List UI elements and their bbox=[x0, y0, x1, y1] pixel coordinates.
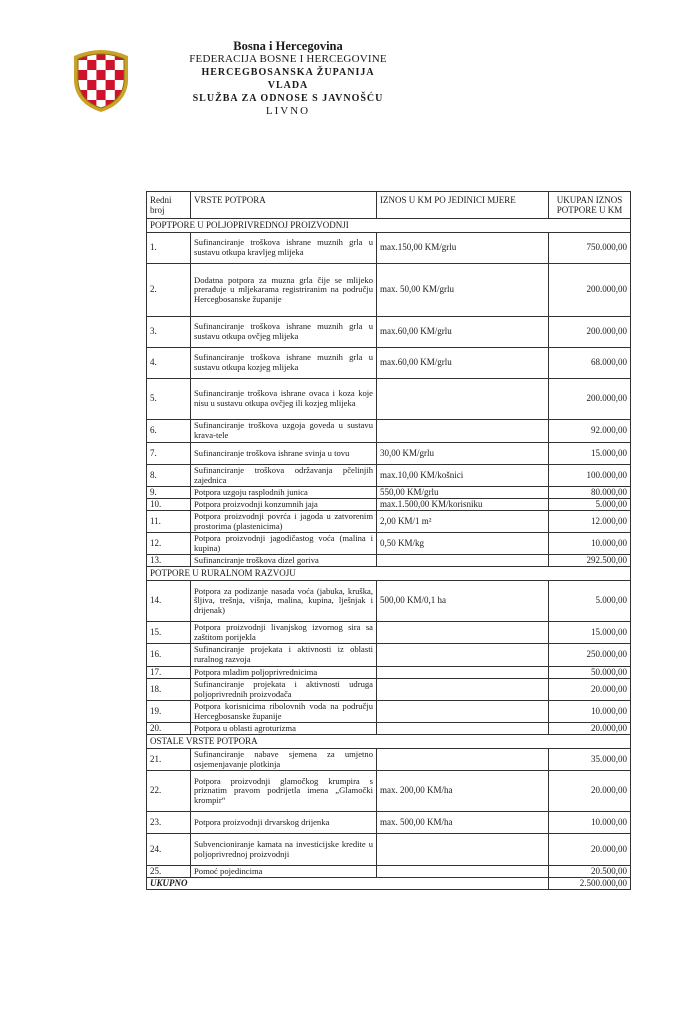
table-row bbox=[147, 622, 631, 644]
row-unit-amount: 30,00 KM/grlu bbox=[377, 443, 549, 465]
crest-checker-square bbox=[96, 90, 105, 100]
row-number: 6. bbox=[147, 420, 191, 443]
row-unit-amount: max. 500,00 KM/ha bbox=[377, 812, 549, 834]
row-number: 19. bbox=[147, 701, 191, 723]
row-description: Sufinanciranje projekata i aktivnosti iz oblasti ruralnog razvoja bbox=[191, 644, 377, 667]
row-number: 13. bbox=[147, 555, 191, 567]
row-description: Sufinanciranje troškova uzgoja goveda u sustavu krava-tele bbox=[191, 420, 377, 443]
table-row bbox=[147, 679, 631, 701]
row-unit-amount: max.10,00 KM/košnici bbox=[377, 465, 549, 487]
table-row bbox=[147, 667, 631, 679]
row-number: 11. bbox=[147, 511, 191, 533]
row-description: Sufinanciranje troškova ishrane ovaca i koza koje nisu u sustavu otkupa ovčjeg ili kozjeg mlijeka bbox=[191, 379, 377, 420]
table-row bbox=[147, 465, 631, 487]
row-description: Potpora u oblasti agroturizma bbox=[191, 723, 377, 735]
row-unit-amount bbox=[377, 379, 549, 420]
row-unit-amount bbox=[377, 644, 549, 667]
row-description: Sufinanciranje troškova ishrane muznih grla u sustavu otkupa kozjeg mlijeka bbox=[191, 348, 377, 379]
row-unit-amount: max. 50,00 KM/grlu bbox=[377, 264, 549, 317]
row-total: 15.000,00 bbox=[549, 443, 631, 465]
row-description: Potpora za podizanje nasada voća (jabuka, kruška, šljiva, trešnja, višnja, malina, kupina, lješnjak i drijenak) bbox=[191, 581, 377, 622]
row-description: Sufinanciranje troškova ishrane muznih grla u sustavu otkupa ovčjeg mlijeka bbox=[191, 317, 377, 348]
row-number: 4. bbox=[147, 348, 191, 379]
sum-row bbox=[147, 878, 631, 890]
col-header-type: VRSTE POTPORA bbox=[191, 192, 377, 219]
row-unit-amount bbox=[377, 866, 549, 878]
table-body bbox=[147, 219, 631, 890]
row-unit-amount bbox=[377, 834, 549, 866]
row-number: 24. bbox=[147, 834, 191, 866]
row-unit-amount: max.60,00 KM/grlu bbox=[377, 348, 549, 379]
row-total: 200.000,00 bbox=[549, 379, 631, 420]
letterhead bbox=[150, 40, 426, 118]
row-number: 1. bbox=[147, 233, 191, 264]
row-number: 21. bbox=[147, 749, 191, 771]
section-header-row bbox=[147, 219, 631, 233]
row-number: 10. bbox=[147, 499, 191, 511]
row-total: 10.000,00 bbox=[549, 812, 631, 834]
row-total: 20.000,00 bbox=[549, 679, 631, 701]
city-name: LIVNO bbox=[265, 105, 311, 117]
government-name: VLADA bbox=[267, 80, 309, 91]
row-description: Potpora proizvodnji jagodičastog voća (malina i kupina) bbox=[191, 533, 377, 555]
row-unit-amount bbox=[377, 622, 549, 644]
row-total: 200.000,00 bbox=[549, 317, 631, 348]
table-row bbox=[147, 555, 631, 567]
row-description: Sufinanciranje troškova ishrane muznih grla u sustavu otkupa kravljeg mlijeka bbox=[191, 233, 377, 264]
row-total: 12.000,00 bbox=[549, 511, 631, 533]
crest-checker-square bbox=[78, 70, 87, 80]
table-row bbox=[147, 581, 631, 622]
row-total: 10.000,00 bbox=[549, 701, 631, 723]
row-unit-amount bbox=[377, 701, 549, 723]
row-number: 15. bbox=[147, 622, 191, 644]
row-description: Potpora proizvodnji glamočkog krumpira s priznatim pravom podrijetla imena „Glamočki krompir“ bbox=[191, 771, 377, 812]
table-row bbox=[147, 264, 631, 317]
canton-name: HERCEGBOSANSKA ŽUPANIJA bbox=[201, 67, 375, 78]
row-description: Potpora korisnicima ribolovnih voda na području Hercegbosanske županije bbox=[191, 701, 377, 723]
country-name: Bosna i Hercegovina bbox=[233, 39, 343, 53]
row-total: 92.000,00 bbox=[549, 420, 631, 443]
crest-checker-square bbox=[96, 70, 105, 80]
table-row bbox=[147, 771, 631, 812]
table-row bbox=[147, 379, 631, 420]
row-description: Sufinanciranje troškova održavanja pčelinjih zajednica bbox=[191, 465, 377, 487]
table-row bbox=[147, 511, 631, 533]
row-total: 750.000,00 bbox=[549, 233, 631, 264]
table-row bbox=[147, 701, 631, 723]
col-header-unit-amount: IZNOS U KM PO JEDINICI MJERE bbox=[377, 192, 549, 219]
row-total: 68.000,00 bbox=[549, 348, 631, 379]
row-number: 23. bbox=[147, 812, 191, 834]
row-number: 7. bbox=[147, 443, 191, 465]
row-unit-amount: max.1.500,00 KM/korisniku bbox=[377, 499, 549, 511]
row-total: 292.500,00 bbox=[549, 555, 631, 567]
row-description: Potpora proizvodnji livanjskog izvornog sira sa zaštitom porijekla bbox=[191, 622, 377, 644]
row-unit-amount: max.60,00 KM/grlu bbox=[377, 317, 549, 348]
table-row bbox=[147, 644, 631, 667]
row-number: 17. bbox=[147, 667, 191, 679]
table-row bbox=[147, 866, 631, 878]
row-total: 35.000,00 bbox=[549, 749, 631, 771]
coat-of-arms-logo bbox=[66, 42, 136, 114]
row-description: Potpora proizvodnji povrća i jagoda u zatvorenim prostorima (plastenicima) bbox=[191, 511, 377, 533]
row-description: Potpora proizvodnji drvarskog drijenka bbox=[191, 812, 377, 834]
sum-label: UKUPNO bbox=[147, 878, 549, 890]
table-row bbox=[147, 233, 631, 264]
row-number: 22. bbox=[147, 771, 191, 812]
row-unit-amount bbox=[377, 555, 549, 567]
federation-name: FEDERACIJA BOSNE I HERCEGOVINE bbox=[189, 53, 387, 65]
row-unit-amount bbox=[377, 679, 549, 701]
row-number: 20. bbox=[147, 723, 191, 735]
section-header-row bbox=[147, 567, 631, 581]
row-unit-amount bbox=[377, 723, 549, 735]
section-title: POPTPORE U POLJOPRIVREDNOJ PROIZVODNJI bbox=[147, 219, 631, 233]
row-number: 8. bbox=[147, 465, 191, 487]
row-number: 2. bbox=[147, 264, 191, 317]
subsidy-table bbox=[146, 191, 631, 890]
table-row bbox=[147, 812, 631, 834]
office-name: SLUŽBA ZA ODNOSE S JAVNOŠĆU bbox=[192, 93, 384, 104]
row-description: Pomoć pojedincima bbox=[191, 866, 377, 878]
row-description: Potpora proizvodnji konzumnih jaja bbox=[191, 499, 377, 511]
row-unit-amount bbox=[377, 667, 549, 679]
row-unit-amount: 500,00 KM/0,1 ha bbox=[377, 581, 549, 622]
row-number: 3. bbox=[147, 317, 191, 348]
section-title: OSTALE VRSTE POTPORA bbox=[147, 735, 631, 749]
row-description: Dodatna potpora za muzna grla čije se mlijeko prerađuje u mljekarama registriranim na području Hercegbosanske županije bbox=[191, 264, 377, 317]
row-total: 20.000,00 bbox=[549, 771, 631, 812]
row-total: 10.000,00 bbox=[549, 533, 631, 555]
row-description: Sufinanciranje troškova ishrane svinja u tovu bbox=[191, 443, 377, 465]
crest-checker-square bbox=[115, 70, 124, 80]
row-description: Sufinanciranje troškova dizel goriva bbox=[191, 555, 377, 567]
row-number: 16. bbox=[147, 644, 191, 667]
row-unit-amount: max.150,00 KM/grlu bbox=[377, 233, 549, 264]
row-total: 20.000,00 bbox=[549, 723, 631, 735]
crest-checker-square bbox=[106, 60, 115, 70]
row-description: Subvencioniranje kamata na investicijske kredite u poljoprivrednoj proizvodnji bbox=[191, 834, 377, 866]
row-unit-amount bbox=[377, 420, 549, 443]
crest-checker-square bbox=[87, 60, 96, 70]
row-description: Sufinanciranje nabave sjemena za umjetno osjemenjavanje plotkinja bbox=[191, 749, 377, 771]
row-total: 15.000,00 bbox=[549, 622, 631, 644]
row-description: Potpora mladim poljoprivrednicima bbox=[191, 667, 377, 679]
row-number: 12. bbox=[147, 533, 191, 555]
row-unit-amount: 2,00 KM/1 m² bbox=[377, 511, 549, 533]
row-unit-amount bbox=[377, 749, 549, 771]
row-total: 5.000,00 bbox=[549, 581, 631, 622]
table-row bbox=[147, 749, 631, 771]
row-number: 14. bbox=[147, 581, 191, 622]
row-number: 9. bbox=[147, 487, 191, 499]
row-description: Sufinanciranje projekata i aktivnosti udruga poljoprivrednih proizvođača bbox=[191, 679, 377, 701]
section-header-row bbox=[147, 735, 631, 749]
table-row bbox=[147, 443, 631, 465]
sum-total: 2.500.000,00 bbox=[549, 878, 631, 890]
row-total: 100.000,00 bbox=[549, 465, 631, 487]
row-total: 20.500,00 bbox=[549, 866, 631, 878]
table-row bbox=[147, 533, 631, 555]
row-total: 5.000,00 bbox=[549, 499, 631, 511]
table-header-row bbox=[147, 192, 631, 219]
row-description: Potpora uzgoju rasplodnih junica bbox=[191, 487, 377, 499]
table-row bbox=[147, 420, 631, 443]
section-title: POTPORE U RURALNOM RAZVOJU bbox=[147, 567, 631, 581]
table-row bbox=[147, 348, 631, 379]
table-row bbox=[147, 723, 631, 735]
crest-checker-square bbox=[87, 80, 96, 90]
table-row bbox=[147, 317, 631, 348]
col-header-total: UKUPAN IZNOS POTPORE U KM bbox=[549, 192, 631, 219]
row-total: 250.000,00 bbox=[549, 644, 631, 667]
row-number: 5. bbox=[147, 379, 191, 420]
col-header-number: Redni broj bbox=[147, 192, 191, 219]
crest-checker-square bbox=[106, 80, 115, 90]
row-total: 20.000,00 bbox=[549, 834, 631, 866]
row-number: 25. bbox=[147, 866, 191, 878]
row-total: 200.000,00 bbox=[549, 264, 631, 317]
row-total: 50.000,00 bbox=[549, 667, 631, 679]
row-unit-amount: 0,50 KM/kg bbox=[377, 533, 549, 555]
row-number: 18. bbox=[147, 679, 191, 701]
table-row bbox=[147, 499, 631, 511]
row-total: 80.000,00 bbox=[549, 487, 631, 499]
row-unit-amount: 550,00 KM/grlu bbox=[377, 487, 549, 499]
table-row bbox=[147, 487, 631, 499]
row-unit-amount: max. 200,00 KM/ha bbox=[377, 771, 549, 812]
table-row bbox=[147, 834, 631, 866]
